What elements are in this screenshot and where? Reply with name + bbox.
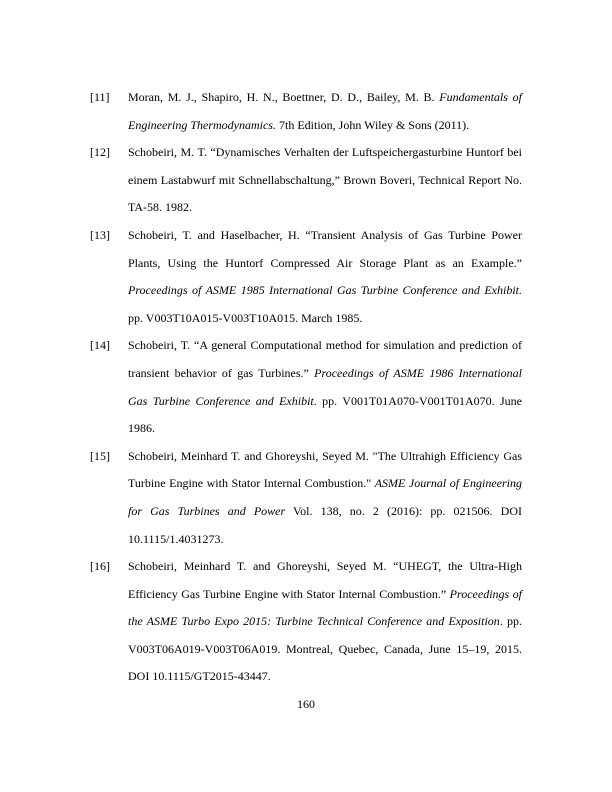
reference-text-run: Vol. 138, no. 2 (2016): pp. 021506. DOI 10.1115/1.4031273. <box>128 503 522 546</box>
reference-text-run: pp. V003T10A015-V003T10A015. March 1985. <box>128 310 363 325</box>
reference-text-run: Schobeiri, T. “A general Computational method for simulation and prediction of transient behavior of gas Turbines.” <box>128 338 522 380</box>
reference-label: [12] <box>90 145 110 160</box>
reference-title-italic: Proceedings of ASME 1985 International Gas Turbine Conference and Exhibit. <box>128 283 522 298</box>
references-list <box>90 84 522 691</box>
reference-title-italic: Proceedings of the ASME Turbo Expo 2015: Turbine Technical Conference and Exposition <box>128 586 522 629</box>
reference-text <box>128 443 522 553</box>
reference-label: [15] <box>90 448 110 463</box>
reference-text-run: Schobeiri, Meinhard T. and Ghoreyshi, Seyed M. “UHEGT, the Ultra-High Efficiency Gas Turbine Engine with Stator Internal Combustion.” <box>128 559 522 601</box>
reference-title-italic: Proceedings of ASME 1986 International Gas Turbine Conference and Exhibit <box>128 365 523 408</box>
reference-text-run: Moran, M. J., Shapiro, H. N., Boettner, D. D., Bailey, M. B. <box>128 90 440 104</box>
reference-text-run: Schobeiri, T. and Haselbacher, H. “Transient Analysis of Gas Turbine Power Plants, Using the Huntorf Compressed Air Storage Plant as an Example.” <box>128 227 522 270</box>
reference-item <box>90 84 522 139</box>
reference-label: [13] <box>90 227 110 242</box>
reference-title-italic: Fundamentals of Engineering Thermodynamics. <box>128 90 522 132</box>
page-number: 160 <box>297 697 315 711</box>
reference-text-run: 7th Edition, John Wiley & Sons (2011). <box>275 117 470 132</box>
reference-text-run: Schobeiri, M. T. “Dynamisches Verhalten der Luftspeichergasturbine Huntorf bei einem Lastabwurf mit Schnellabschaltung,” Brown Boveri, Technical Report No. TA-58. 1982. <box>128 145 522 215</box>
reference-title-italic: ASME Journal of Engineering for Gas Turbines and Power <box>128 476 522 518</box>
reference-text <box>128 332 522 442</box>
reference-text <box>128 139 522 222</box>
reference-item <box>90 222 522 332</box>
reference-text <box>128 553 522 691</box>
reference-text <box>128 222 522 332</box>
reference-text-run: . pp. V003T06A019-V003T06A019. Montreal, Quebec, Canada, June 15–19, 2015. DOI 10.1115/GT2015-43447. <box>128 614 522 684</box>
reference-item <box>90 332 522 442</box>
reference-text <box>128 84 522 139</box>
reference-item <box>90 443 522 553</box>
reference-text-run: . pp. V001T01A070-V001T01A070. June 1986. <box>128 393 523 436</box>
reference-text-run: Schobeiri, Meinhard T. and Ghoreyshi, Seyed M. "The Ultrahigh Efficiency Gas Turbine Engine with Stator Internal Combustion." <box>128 448 522 491</box>
reference-item <box>90 553 522 691</box>
reference-item <box>90 139 522 222</box>
reference-label: [11] <box>90 90 110 104</box>
reference-label: [14] <box>90 338 110 353</box>
reference-label: [16] <box>90 559 110 574</box>
